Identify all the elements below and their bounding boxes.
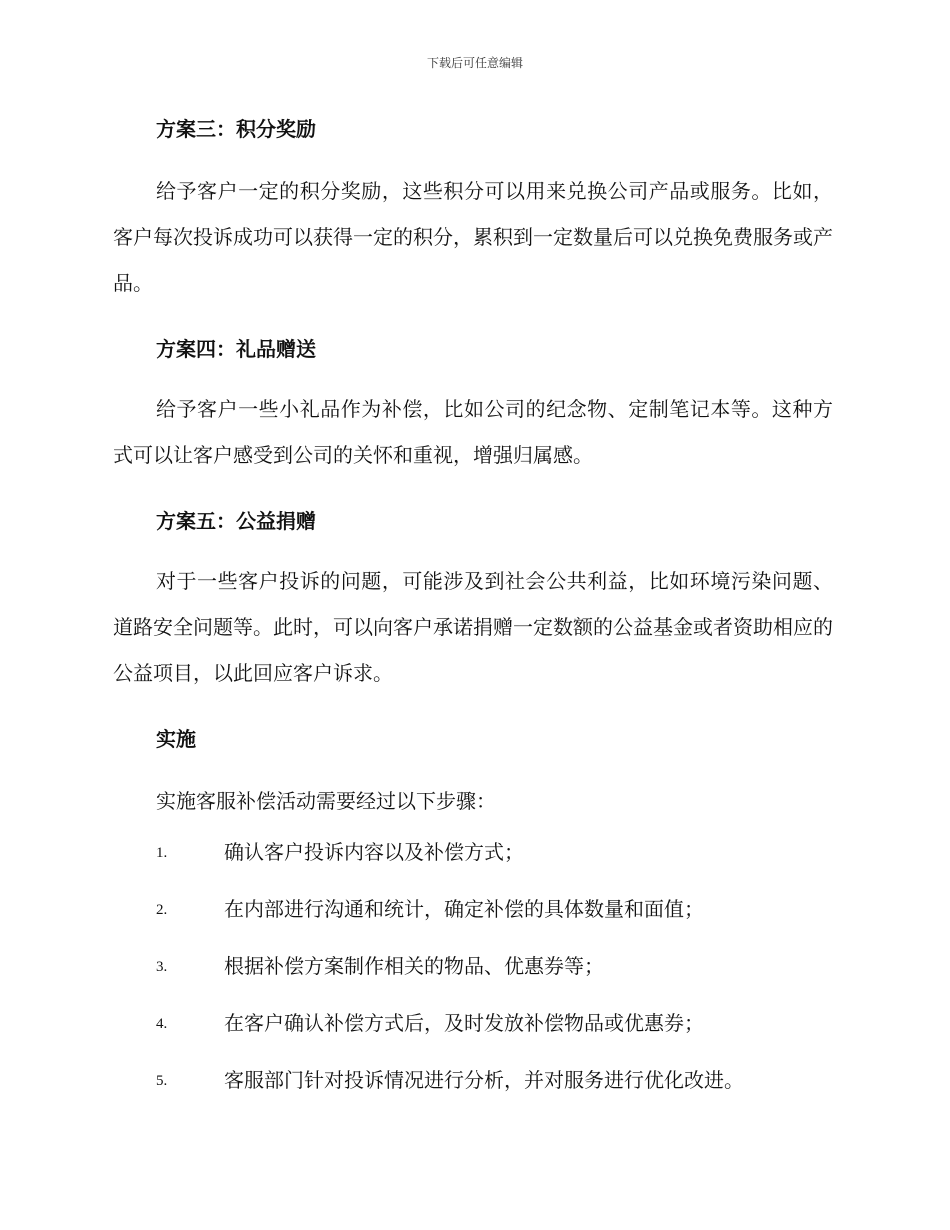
implementation-steps <box>113 824 833 1109</box>
list-item <box>113 824 833 881</box>
section-title-gift: 方案四：礼品赠送 <box>156 337 316 361</box>
step-number: 2. <box>156 902 168 918</box>
section-title-charity: 方案五：公益捐赠 <box>156 509 316 533</box>
list-item <box>113 938 833 995</box>
list-item <box>113 881 833 938</box>
list-item <box>113 995 833 1052</box>
list-item <box>113 1052 833 1109</box>
step-number: 4. <box>156 1016 168 1032</box>
section-text-charity: 对于一些客户投诉的问题，可能涉及到社会公共利益，比如环境污染问题、道路安全问题等。此时，可以向客户承诺捐赠一定数额的公益基金或者资助相应的公益项目，以此回应客户诉求。 <box>113 569 833 685</box>
step-number: 1. <box>156 845 168 861</box>
step-text: 根据补偿方案制作相关的物品、优惠券等； <box>224 954 604 978</box>
section-text-points-reward: 给予客户一定的积分奖励，这些积分可以用来兑换公司产品或服务。比如，客户每次投诉成功可以获得一定的积分，累积到一定数量后可以兑换免费服务或产品。 <box>113 179 833 295</box>
step-number: 3. <box>156 959 168 975</box>
page-header: 下载后可任意编辑 <box>426 56 523 70</box>
section-text-gift: 给予客户一些小礼品作为补偿，比如公司的纪念物、定制笔记本等。这种方式可以让客户感受到公司的关怀和重视，增强归属感。 <box>113 397 833 467</box>
step-number: 5. <box>156 1073 168 1089</box>
step-text: 在内部进行沟通和统计，确定补偿的具体数量和面值； <box>224 897 704 921</box>
implementation-intro: 实施客服补偿活动需要经过以下步骤： <box>156 789 496 813</box>
step-text: 在客户确认补偿方式后，及时发放补偿物品或优惠券； <box>224 1011 704 1035</box>
step-text: 确认客户投诉内容以及补偿方式； <box>224 840 524 864</box>
step-text: 客服部门针对投诉情况进行分析，并对服务进行优化改进。 <box>224 1068 744 1092</box>
section-title-points-reward: 方案三：积分奖励 <box>156 117 316 141</box>
document-body <box>113 112 833 1109</box>
section-title-implementation: 实施 <box>156 727 196 751</box>
